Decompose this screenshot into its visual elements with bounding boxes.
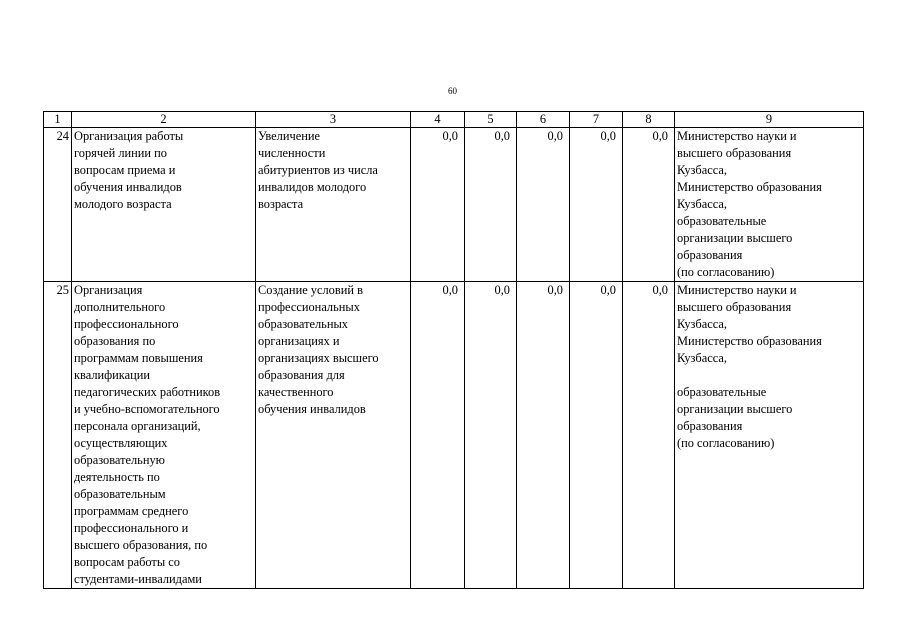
- column-header: 8: [623, 112, 675, 128]
- column-header: 6: [517, 112, 570, 128]
- value-cell: 0,0: [465, 282, 517, 589]
- activity-cell: Организация дополнительного профессионального образования по программам повышения квалификации педагогических работников и учебно-вспомогательного персонала организаций, осуществляющих образовательную деятельность по образовательным программам среднего профессионального и высшего образования, по вопросам работы со студентами-инвалидами: [72, 282, 256, 589]
- column-header: 4: [411, 112, 465, 128]
- value-cell: 0,0: [517, 128, 570, 282]
- table-header-row: [44, 112, 864, 128]
- value-cell: 0,0: [411, 282, 465, 589]
- value-cell: 0,0: [517, 282, 570, 589]
- page-number: 60: [448, 86, 457, 96]
- table-row: [44, 282, 864, 589]
- row-number: 25: [44, 282, 72, 589]
- column-header: 1: [44, 112, 72, 128]
- executors-cell: Министерство науки и высшего образования Кузбасса, Министерство образования Кузбасса, образовательные организации высшего образования (по согласованию): [675, 128, 864, 282]
- value-cell: 0,0: [623, 128, 675, 282]
- activity-cell: Организация работы горячей линии по вопросам приема и обучения инвалидов молодого возраста: [72, 128, 256, 282]
- value-cell: 0,0: [570, 128, 623, 282]
- column-header: 9: [675, 112, 864, 128]
- measures-table: [43, 111, 864, 589]
- column-header: 2: [72, 112, 256, 128]
- row-number: 24: [44, 128, 72, 282]
- value-cell: 0,0: [623, 282, 675, 589]
- value-cell: 0,0: [570, 282, 623, 589]
- value-cell: 0,0: [465, 128, 517, 282]
- result-cell: Создание условий в профессиональных образовательных организациях и организациях высшего образования для качественного обучения инвалидов: [256, 282, 411, 589]
- column-header: 7: [570, 112, 623, 128]
- table-row: [44, 128, 864, 282]
- column-header: 3: [256, 112, 411, 128]
- column-header: 5: [465, 112, 517, 128]
- executors-cell: Министерство науки и высшего образования Кузбасса, Министерство образования Кузбасса, образовательные организации высшего образования (по согласованию): [675, 282, 864, 589]
- result-cell: Увеличение численности абитуриентов из числа инвалидов молодого возраста: [256, 128, 411, 282]
- value-cell: 0,0: [411, 128, 465, 282]
